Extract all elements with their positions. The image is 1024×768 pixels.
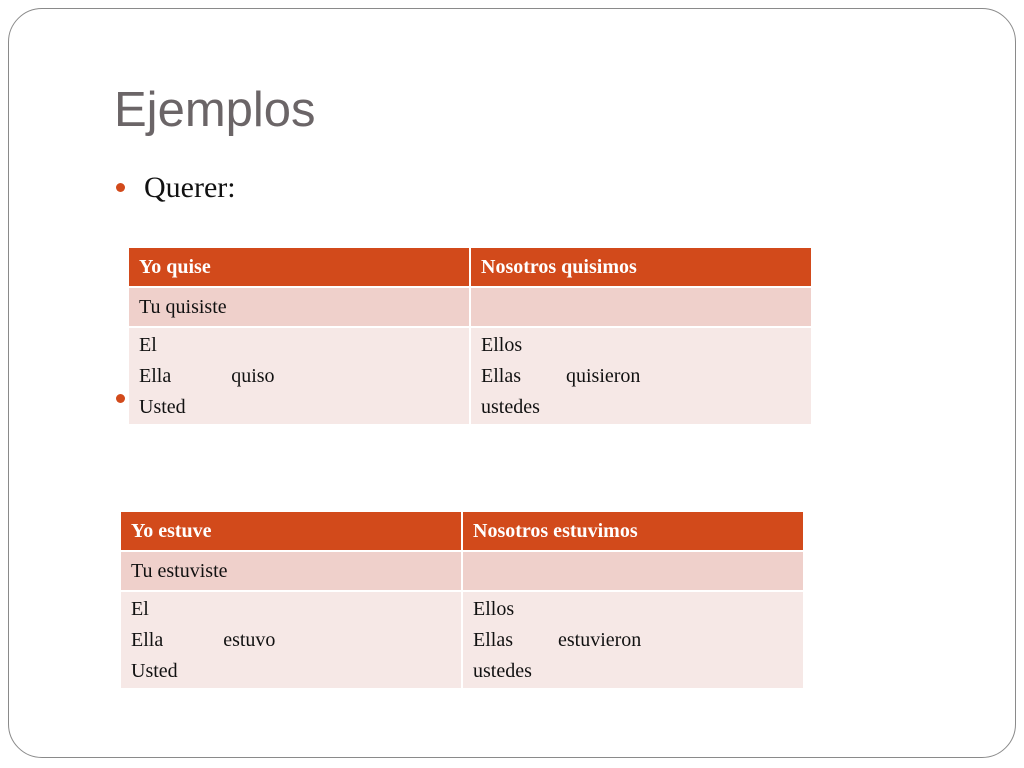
table-cell: Yo quise (128, 247, 470, 287)
cell-line: Ella quiso (139, 364, 275, 387)
table-cell: Tu estuviste (120, 551, 462, 591)
table-cell (470, 287, 812, 327)
table-cell: Tu quisiste (128, 287, 470, 327)
slide-title: Ejemplos (114, 83, 316, 137)
cell-line: ustedes (481, 395, 540, 418)
table-header-row (128, 247, 812, 287)
table-cell: Yo estuve (120, 511, 462, 551)
cell-line: Ellas quisieron (481, 364, 641, 387)
table-row (128, 287, 812, 327)
cell-line: El (131, 597, 149, 620)
cell-line: Ellos (481, 333, 523, 356)
cell-line: Usted (139, 395, 186, 418)
cell-line: Ellas estuvieron (473, 628, 642, 651)
table-row (128, 327, 812, 425)
conjugation-table-estar (119, 510, 805, 690)
cell-line: El (139, 333, 157, 356)
table-cell (470, 327, 812, 425)
bullet-dot-icon (116, 183, 125, 192)
cell-line: ustedes (473, 659, 532, 682)
table-cell: Nosotros quisimos (470, 247, 812, 287)
table-cell (462, 551, 804, 591)
bullet-text: Querer: (144, 171, 236, 204)
conjugation-table-querer (127, 246, 813, 426)
table-cell (120, 591, 462, 689)
table-cell (462, 591, 804, 689)
table-cell (128, 327, 470, 425)
table-header-row (120, 511, 804, 551)
cell-line: Usted (131, 659, 178, 682)
bullet-dot-icon (116, 394, 125, 403)
cell-line: Ellos (473, 597, 515, 620)
table-row (120, 591, 804, 689)
table-cell: Nosotros estuvimos (462, 511, 804, 551)
cell-line: Ella estuvo (131, 628, 276, 651)
table-row (120, 551, 804, 591)
